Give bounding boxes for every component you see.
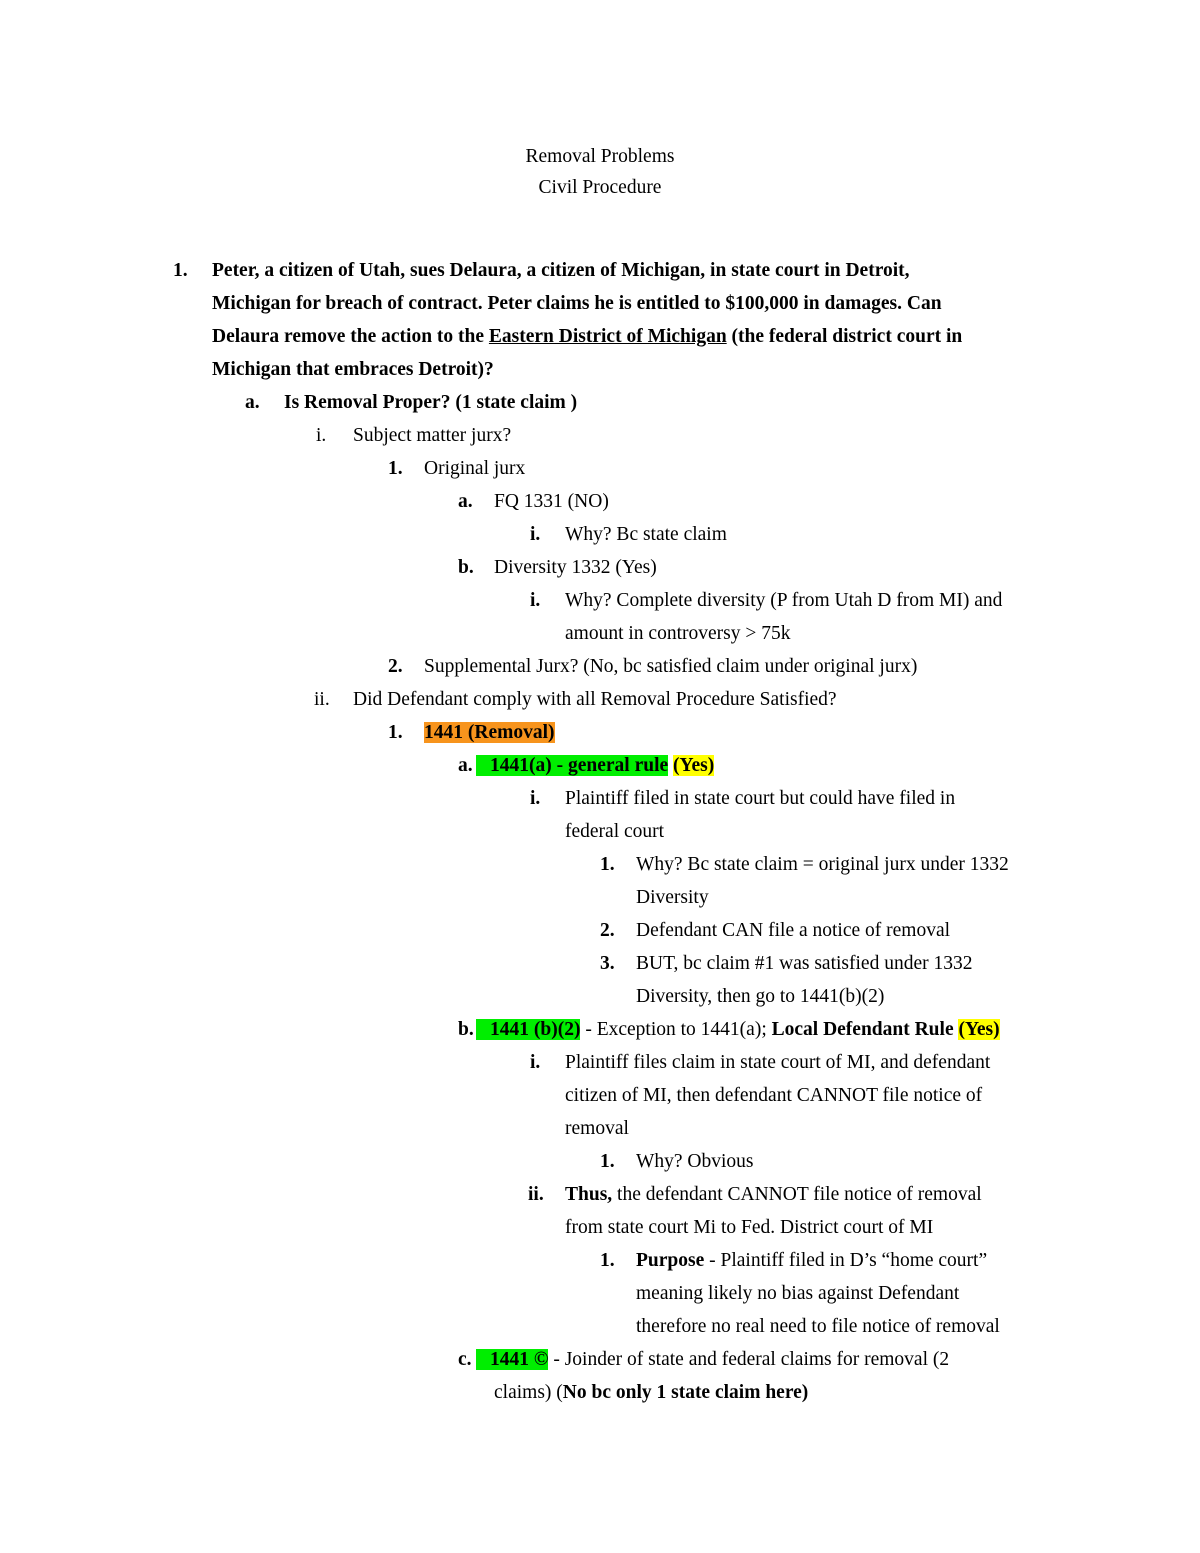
list-item: meaning likely no bias against Defendant [636, 1283, 960, 1304]
list-item [565, 1183, 982, 1207]
list-item [476, 1348, 949, 1372]
list-marker: 2. [388, 656, 403, 677]
list-text: the defendant CANNOT file notice of removal [612, 1184, 982, 1205]
list-item: Why? Bc state claim [565, 524, 727, 545]
list-item: BUT, bc claim #1 was satisfied under 1332 [636, 953, 973, 974]
list-item: Plaintiff filed in state court but could have filed in [565, 788, 956, 809]
list-marker: i. [530, 524, 541, 545]
list-marker: i. [530, 1052, 541, 1073]
list-item: Why? Bc state claim = original jurx under 1332 [636, 854, 1009, 875]
list-marker: 3. [600, 953, 615, 974]
list-item: Diversity, then go to 1441(b)(2) [636, 986, 885, 1007]
rule-name: Local Defendant Rule [771, 1019, 954, 1040]
list-marker: 1. [600, 1250, 615, 1271]
list-marker: a. [458, 755, 473, 776]
list-marker: ii. [314, 689, 330, 710]
list-item: FQ 1331 (NO) [494, 491, 609, 512]
list-marker: 1. [600, 854, 615, 875]
list-marker: i. [530, 788, 541, 809]
list-marker: a. [245, 392, 260, 413]
list-item: Plaintiff files claim in state court of MI, and defendant [565, 1052, 991, 1073]
list-item [636, 1249, 987, 1273]
rule-text: - Joinder of state and federal claims for removal (2 [548, 1349, 950, 1370]
list-marker: 1. [173, 260, 188, 281]
list-item: therefore no real need to file notice of removal [636, 1316, 1000, 1337]
list-item [424, 721, 555, 745]
list-text: - Plaintiff filed in D’s “home court” [704, 1250, 988, 1271]
list-item: from state court Mi to Fed. District court of MI [565, 1217, 934, 1238]
question-line [212, 325, 962, 349]
list-item: Did Defendant comply with all Removal Procedure Satisfied? [353, 689, 837, 710]
list-item: Subject matter jurx? [353, 425, 512, 446]
list-item: Diversity [636, 887, 709, 908]
highlighted-answer: (Yes) [673, 755, 715, 776]
emphasis: No bc only 1 state claim here) [562, 1382, 809, 1403]
list-item: Why? Obvious [636, 1151, 754, 1172]
list-marker: 2. [600, 920, 615, 941]
question-line: Peter, a citizen of Utah, sues Delaura, a citizen of Michigan, in state court in Detroit, [212, 260, 910, 281]
list-item: citizen of MI, then defendant CANNOT file notice of [565, 1085, 983, 1106]
list-item: amount in controversy > 75k [565, 623, 791, 644]
emphasis: Purpose [636, 1250, 705, 1271]
list-marker: 1. [388, 458, 403, 479]
list-marker: ii. [528, 1184, 544, 1205]
court-name: Eastern District of Michigan [488, 326, 727, 347]
list-item: Why? Complete diversity (P from Utah D from MI) and [565, 590, 1003, 611]
list-marker: i. [530, 590, 541, 611]
question-line: Michigan that embraces Detroit)? [212, 359, 494, 380]
rule-text: claims) ( [494, 1382, 563, 1403]
highlighted-rule: 1441 (b)(2) [476, 1019, 580, 1040]
list-marker: 1. [388, 722, 403, 743]
list-item [476, 1018, 1000, 1042]
list-marker: 1. [600, 1151, 615, 1172]
emphasis: Thus, [565, 1184, 613, 1205]
list-item: removal [565, 1118, 629, 1139]
highlighted-rule: 1441(a) - general rule [476, 755, 668, 776]
highlighted-rule: 1441 © [476, 1349, 548, 1370]
question-text: Delaura remove the action to the [212, 326, 489, 347]
list-item: federal court [565, 821, 665, 842]
page-title: Removal Problems [525, 146, 675, 167]
list-marker: c. [458, 1349, 472, 1370]
list-marker: b. [458, 557, 474, 578]
list-item: Diversity 1332 (Yes) [494, 557, 657, 578]
list-item [494, 1381, 808, 1405]
list-item [476, 754, 714, 778]
rule-text: - Exception to 1441(a); [580, 1019, 772, 1040]
question-text: (the federal district court in [726, 326, 963, 347]
section-heading: Is Removal Proper? (1 state claim ) [284, 392, 578, 413]
highlighted-answer: (Yes) [958, 1019, 1000, 1040]
list-item: Original jurx [424, 458, 526, 479]
list-item: Defendant CAN file a notice of removal [636, 920, 951, 941]
question-line: Michigan for breach of contract. Peter claims he is entitled to $100,000 in damages. Can [212, 293, 942, 314]
highlighted-rule: 1441 (Removal) [424, 722, 555, 743]
list-marker: i. [316, 425, 327, 446]
list-item: Supplemental Jurx? (No, bc satisfied claim under original jurx) [424, 656, 918, 677]
list-marker: a. [458, 491, 473, 512]
list-marker: b. [458, 1019, 474, 1040]
page-subtitle: Civil Procedure [538, 177, 662, 198]
